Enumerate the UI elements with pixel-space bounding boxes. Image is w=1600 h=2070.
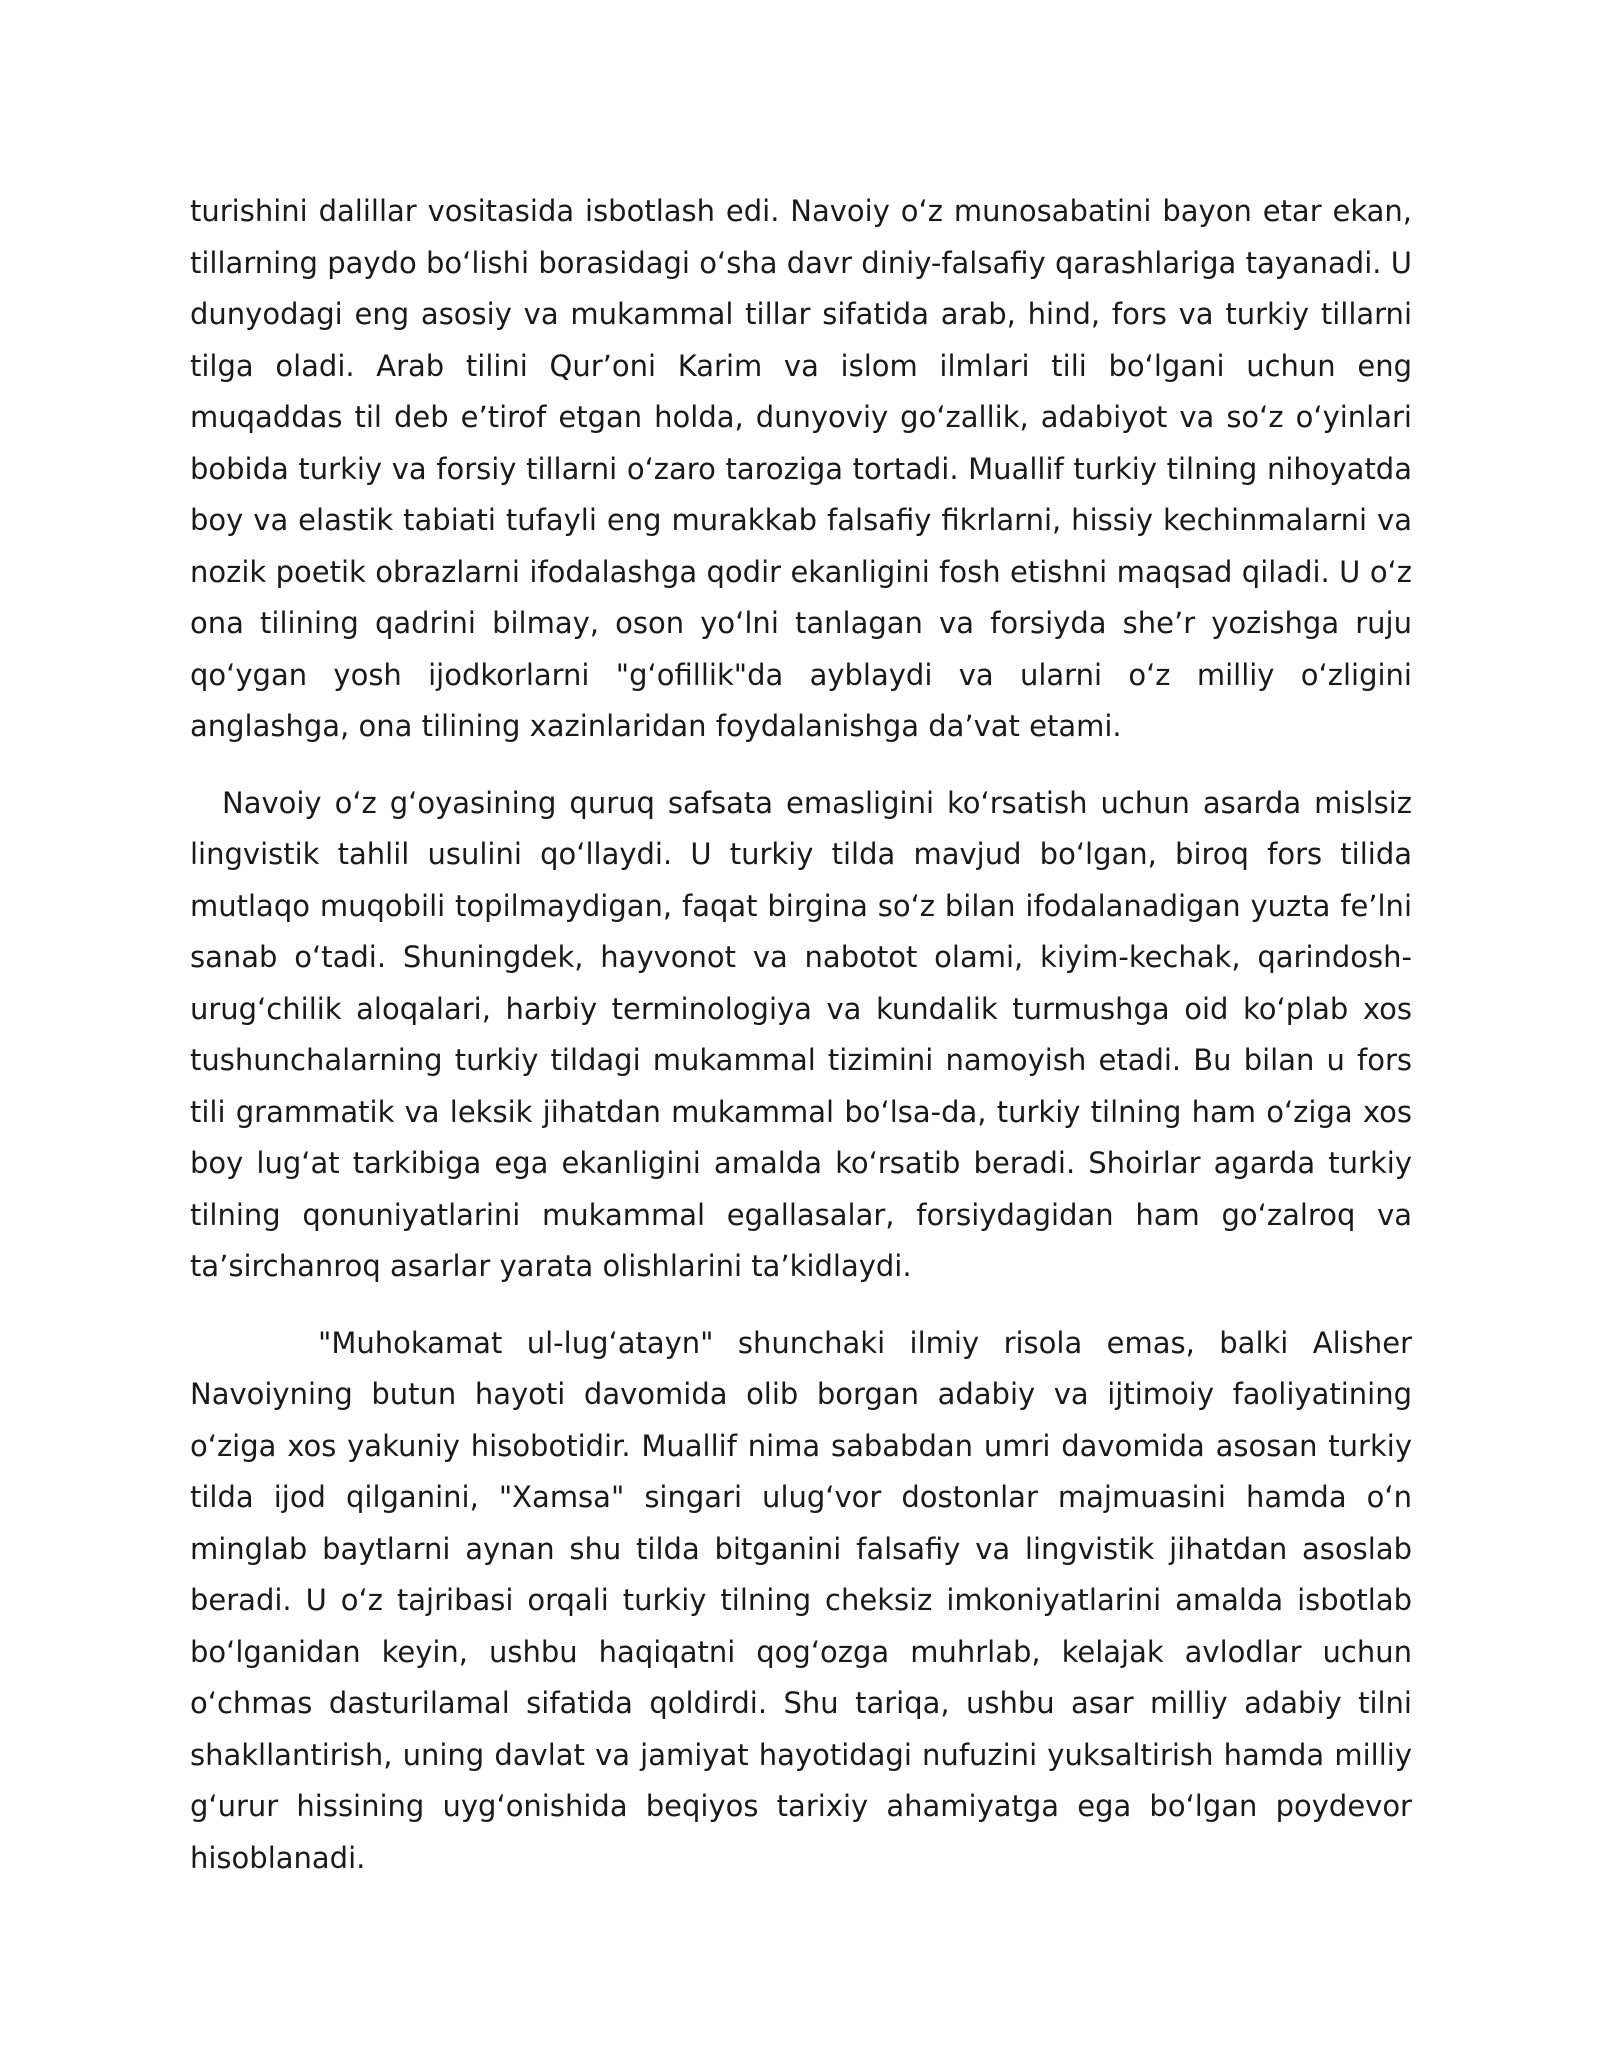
paragraph-3: "Muhokamat ul-lug‘atayn" shunchaki ilmiy risola emas, balki Alisher Navoiyning butun hayoti davomida olib borgan adabiy va ijtimoiy faoliyatining o‘ziga xos yakuniy hisobotidir. Muallif nima sababdan umri davomida asosan turkiy tilda ijod qilganini, "Xamsa" singari ulug‘vor dostonlar majmuasini hamda o‘n minglab baytlarni aynan shu tilda bitganini falsafiy va lingvistik jihatdan asoslab beradi. U o‘z tajribasi orqali turkiy tilning cheksiz imkoniyatlarini amalda isbotlab bo‘lganidan keyin, ushbu haqiqatni qog‘ozga muhrlab, kelajak avlodlar uchun o‘chmas dasturilamal sifatida qoldirdi. Shu tariqa, ushbu asar milliy adabiy tilni shakllantirish, uning davlat va jamiyat hayotidagi nufuzini yuksaltirish hamda milliy g‘urur hissining uyg‘onishida beqiyos tarixiy ahamiyatga ega bo‘lgan poydevor hisoblanadi. (190, 1325, 1412, 1875)
paragraph-2: Navoiy o‘z g‘oyasining quruq safsata emasligini ko‘rsatish uchun asarda mislsiz lingvistik tahlil usulini qo‘llaydi. U turkiy tilda mavjud bo‘lgan, biroq fors tilida mutlaqo muqobili topilmaydigan, faqat birgina so‘z bilan ifodalanadigan yuzta fe’lni sanab o‘tadi. Shuningdek, hayvonot va nabotot olami, kiyim-kechak, qarindosh-urug‘chilik aloqalari, harbiy terminologiya va kundalik turmushga oid ko‘plab xos tushunchalarning turkiy tildagi mukammal tizimini namoyish etadi. Bu bilan u fors tili grammatik va leksik jihatdan mukammal bo‘lsa-da, turkiy tilning ham o‘ziga xos boy lug‘at tarkibiga ega ekanligini amalda ko‘rsatib beradi. Shoirlar agarda turkiy tilning qonuniyatlarini mukammal egallasalar, forsiydagidan ham go‘zalroq va ta’sirchanroq asarlar yarata olishlarini ta’kidlaydi. (190, 785, 1412, 1283)
paragraph-1: turishini dalillar vositasida isbotlash edi. Navoiy o‘z munosabatini bayon etar ekan, tillarning paydo bo‘lishi borasidagi o‘sha davr diniy-falsafiy qarashlariga tayanadi. U dunyodagi eng asosiy va mukammal tillar sifatida arab, hind, fors va turkiy tillarni tilga oladi. Arab tilini Qur’oni Karim va islom ilmlari tili bo‘lgani uchun eng muqaddas til deb e’tirof etgan holda, dunyoviy go‘zallik, adabiyot va so‘z o‘yinlari bobida turkiy va forsiy tillarni o‘zaro taroziga tortadi. Muallif turkiy tilning nihoyatda boy va elastik tabiati tufayli eng murakkab falsafiy fikrlarni, hissiy kechinmalarni va nozik poetik obrazlarni ifodalashga qodir ekanligini fosh etishni maqsad qiladi. U o‘z ona tilining qadrini bilmay, oson yo‘lni tanlagan va forsiyda she’r yozishga ruju qo‘ygan yosh ijodkorlarni "g‘ofillik"da ayblaydi va ularni o‘z milliy o‘zligini anglashga, ona tilining xazinlaridan foydalanishga da’vat etami. (190, 194, 1412, 743)
document-body (190, 186, 1412, 1884)
